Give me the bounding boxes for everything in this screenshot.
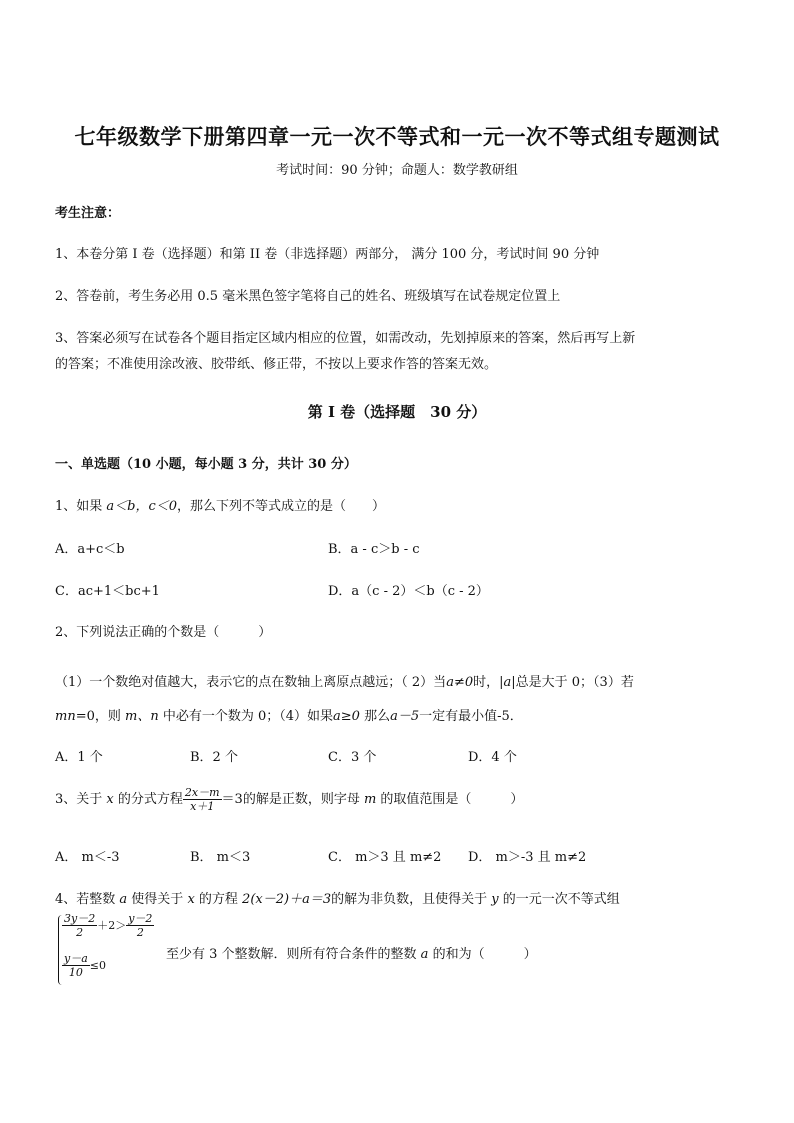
- q2-math-1: a≠0: [446, 675, 474, 690]
- q4-ineq2-frac: [62, 952, 90, 979]
- q1-option-d: D．a（c - 2）＜b（c - 2）: [328, 584, 489, 599]
- page-title: 七年级数学下册第四章一元一次不等式和一元一次不等式组专题测试: [74, 124, 720, 149]
- q3-var-x: x: [106, 792, 114, 807]
- q4-ineq2-tail: ≤0: [89, 959, 106, 972]
- q2-statement-line-2: [55, 705, 523, 724]
- q3-eq: ＝3: [221, 792, 243, 807]
- q1-condition: a＜b，c＜0: [106, 499, 178, 514]
- q3-text-4: 的取值范围是（ ）: [376, 792, 524, 807]
- q4-text-4: 的解为非负数，且使得关于: [331, 892, 492, 907]
- q1-stem-prefix: 1、如果: [55, 499, 107, 514]
- notice-item-1: 1、本卷分第 I 卷（选择题）和第 II 卷（非选择题）两部分， 满分 100 分，考试时间 90 分钟: [55, 247, 600, 262]
- q4-tail-var: a: [420, 947, 429, 962]
- q4-tail-text-1: 至少有 3 个整数解．则所有符合条件的整数: [166, 947, 421, 962]
- q2-text-3: 总是大于 0；（3）若: [515, 675, 634, 690]
- q2-math-3: mn: [55, 709, 76, 724]
- q2-text-7: 一定有最小值-5．: [419, 709, 523, 724]
- q4-ineq1-frac1: [62, 912, 97, 939]
- question-3-stem: [55, 786, 523, 813]
- q1-option-a: A．a+c＜b: [55, 542, 125, 557]
- q2-text-1: （1）一个数绝对值越大，表示它的点在数轴上离原点越远；（ 2）当: [55, 675, 447, 690]
- q4-text-1: 4、若整数: [55, 892, 120, 907]
- q3-fraction: [183, 786, 222, 813]
- q2-text-2: 时，: [473, 675, 500, 690]
- notice-item-3: 3、答案必须写在试卷各个题目指定区域内相应的位置，如需改动，先划掉原来的答案，然后再写上新: [55, 331, 636, 346]
- q4-var-x: x: [187, 892, 195, 907]
- q2-text-5: 中必有一个数为 0；（4）如果: [158, 709, 334, 724]
- question-1-stem: [55, 495, 385, 514]
- q4-tail: [166, 943, 537, 962]
- q4-ineq1-mid: ＋2＞: [97, 919, 127, 932]
- q4-text-3: 的方程: [194, 892, 243, 907]
- q4-inequality-1: [62, 912, 154, 939]
- q2-option-c: C．3 个: [328, 750, 377, 765]
- q3-var-m: m: [363, 792, 377, 807]
- q1-option-c: C．ac+1＜bc+1: [55, 584, 160, 599]
- q3-text-2: 的分式方程: [113, 792, 183, 807]
- q4-tail-text-2: 的和为（ ）: [428, 947, 537, 962]
- q2-text-6: 那么: [359, 709, 391, 724]
- q1-stem-suffix: ，那么下列不等式成立的是（ ）: [177, 499, 386, 514]
- q2-math-6: a－5: [390, 709, 420, 724]
- q2-option-b: B．2 个: [190, 750, 238, 765]
- q4-text-2: 使得关于: [127, 892, 188, 907]
- q2-statement-line-1: [55, 671, 634, 690]
- q3-option-a: A． m＜-3: [55, 850, 120, 865]
- q2-math-2: |a|: [499, 675, 516, 690]
- q2-math-5: a≥0: [333, 709, 360, 724]
- page-subtitle: 考试时间：90 分钟；命题人：数学教研组: [276, 163, 518, 178]
- q4-var-a: a: [119, 892, 128, 907]
- q4-ineq2-num: y－a: [64, 952, 88, 965]
- q1-option-b: B．a - c＞b - c: [328, 542, 420, 557]
- q4-var-y: y: [491, 892, 499, 907]
- q3-option-b: B． m＜3: [190, 850, 251, 865]
- q4-ineq1-num2: y－2: [128, 912, 153, 925]
- section-title: 第 I 卷（选择题 30 分）: [307, 403, 487, 421]
- q4-ineq1-den2: 2: [136, 926, 144, 939]
- q4-ineq2-den: 10: [68, 966, 83, 979]
- question-2-stem: 2、下列说法正确的个数是（ ）: [55, 625, 272, 640]
- q4-ineq1-den1: 2: [76, 926, 84, 939]
- q4-ineq1-num1: 3y－2: [64, 912, 96, 925]
- q3-text-3: 的解是正数，则字母: [242, 792, 364, 807]
- q3-frac-den: x＋1: [190, 800, 215, 813]
- notice-heading: 考生注意：: [55, 206, 121, 221]
- q2-math-4: m、n: [125, 709, 159, 724]
- question-4-stem: [55, 888, 620, 907]
- notice-item-2: 2、答卷前，考生务必用 0.5 毫米黑色签字笔将自己的姓名、班级填写在试卷规定位置上: [55, 289, 561, 304]
- q2-text-4: =0，则: [75, 709, 125, 724]
- q2-option-a: A．1 个: [55, 750, 103, 765]
- q3-option-d: D． m＞-3 且 m≠2: [468, 850, 587, 865]
- q4-equation: 2(x－2)＋a＝3: [242, 892, 332, 907]
- q3-frac-num: 2x－m: [184, 786, 220, 799]
- part-heading: 一、单选题（10 小题，每小题 3 分，共计 30 分）: [55, 457, 357, 472]
- q2-option-d: D．4 个: [468, 750, 517, 765]
- q4-text-5: 的一元一次不等式组: [498, 892, 620, 907]
- q3-option-c: C． m＞3 且 m≠2: [328, 850, 442, 865]
- q4-inequality-2: [62, 952, 106, 979]
- q3-text-1: 3、关于: [55, 792, 107, 807]
- q4-ineq1-frac2: [126, 912, 154, 939]
- notice-item-3-cont: 的答案；不准使用涂改液、胶带纸、修正带，不按以上要求作答的答案无效。: [55, 357, 498, 372]
